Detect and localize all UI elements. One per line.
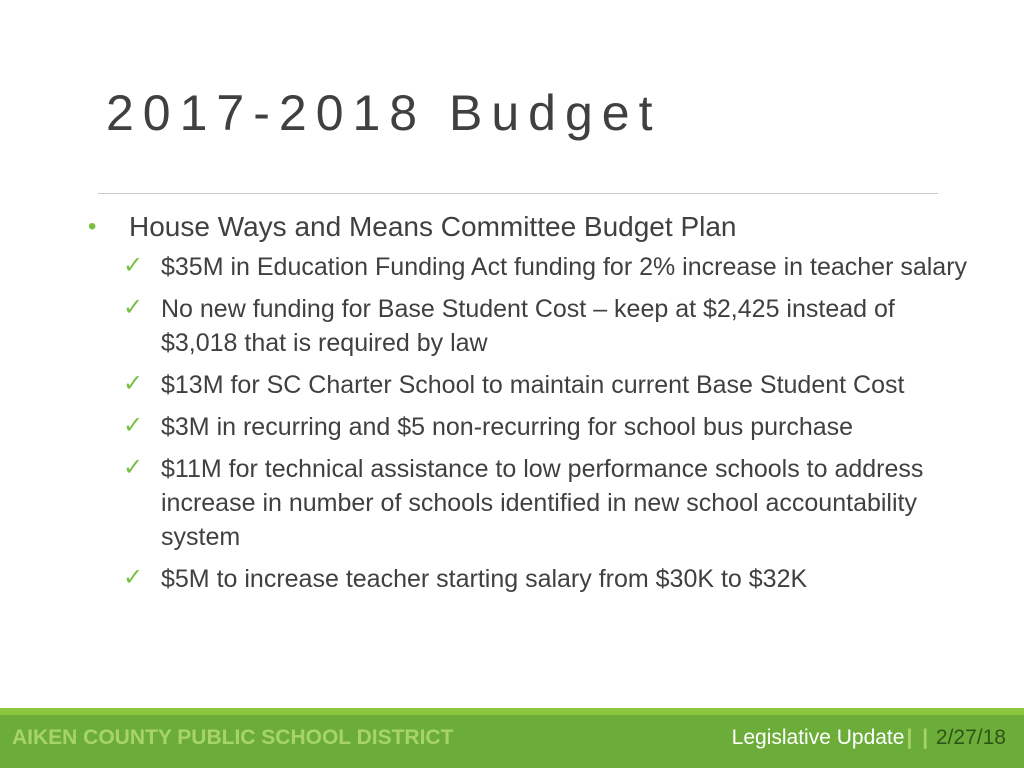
sub-bullet-text: $11M for technical assistance to low performance schools to address increase in number of schools identified in new school accountability system [161,455,924,551]
sub-bullet-item [88,250,968,284]
bullet-item [88,208,968,246]
footer-section: Legislative Update [731,726,905,749]
checkmark-icon: ✓ [123,411,144,439]
sub-bullet-item [88,292,968,360]
footer-separator: | [922,726,929,749]
sub-bullet-item [88,562,968,596]
title-divider [98,193,938,194]
footer-separator: | [906,726,913,749]
sub-bullet-text: $13M for SC Charter School to maintain current Base Student Cost [161,371,905,399]
sub-bullet-text: No new funding for Base Student Cost – keep at $2,425 instead of $3,018 that is required by law [161,295,895,357]
checkmark-icon: ✓ [123,563,144,591]
footer-info [732,726,1006,750]
bullet-text: House Ways and Means Committee Budget Plan [129,211,737,242]
checkmark-icon: ✓ [123,369,144,397]
sub-bullet-text: $5M to increase teacher starting salary from $30K to $32K [161,565,808,593]
slide-content [88,208,968,604]
footer-date: 2/27/18 [935,726,1006,749]
sub-bullet-text: $35M in Education Funding Act funding for 2% increase in teacher salary [161,253,968,281]
checkmark-icon: ✓ [123,293,144,321]
sub-bullet-list [88,250,968,596]
checkmark-icon: ✓ [123,251,144,279]
sub-bullet-text: $3M in recurring and $5 non-recurring for school bus purchase [161,413,854,441]
footer-accent-band [0,708,1024,715]
checkmark-icon: ✓ [123,453,144,481]
slide-title: 2017-2018 Budget [106,85,662,141]
slide-footer [0,708,1024,768]
bullet-dot-icon: • [88,213,97,240]
sub-bullet-item [88,368,968,402]
footer-organization: AIKEN COUNTY PUBLIC SCHOOL DISTRICT [12,726,454,749]
sub-bullet-item [88,410,968,444]
sub-bullet-item [88,452,968,554]
